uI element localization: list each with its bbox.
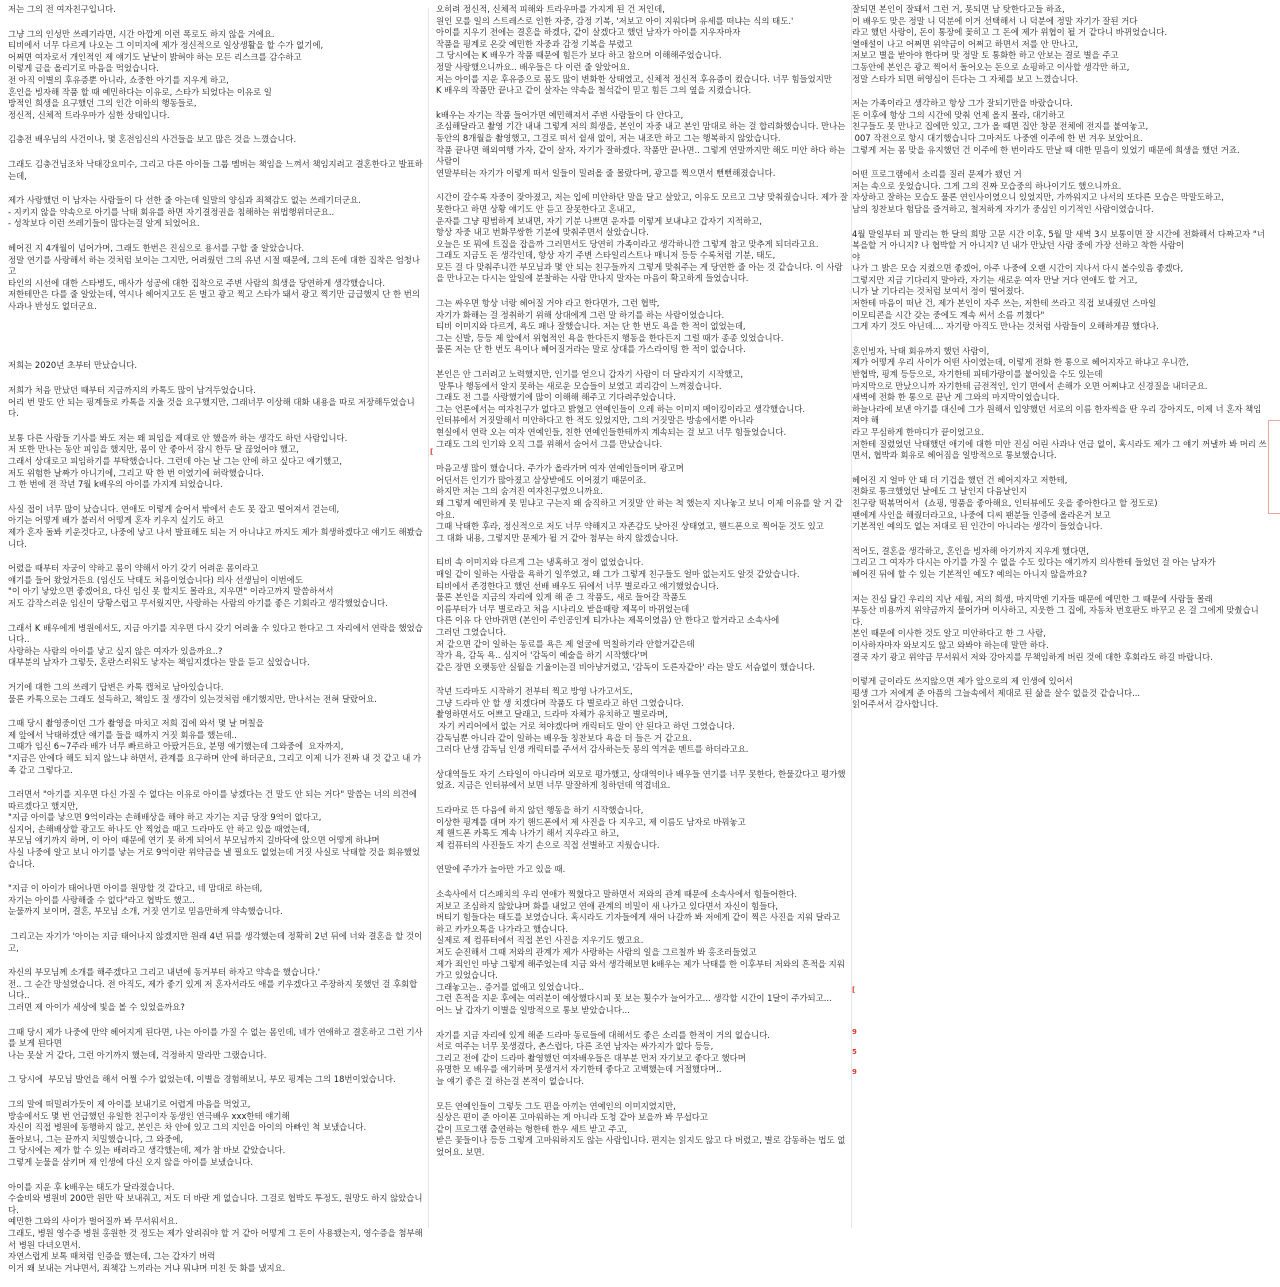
- paragraph: 어렸을 때부터 자궁이 약하고 몸이 약해서 아기 갖기 어려운 몸이라고 얘기를 들어 왔었거든요 (임신도 낙태도 처음이었습니다) 의사 선생님이 이번에도 "이 아기 낳았으면 좋겠어요, 다신 임신 못 할지도 몰라요, 지우면" 이라고까지 말씀하셔서 저도 감작스러운 임신이 당황스럽고 무서웠지만, 사랑하는 사람의 아기를 좋은 기회라고 생각했었습니다.: [8, 563, 388, 608]
- article-column-middle: [436, 4, 850, 1171]
- paragraph: 소속사에서 디스패치의 우리 연애가 찍혔다고 말하면서 저와의 관계 때문에 소속사에서 힘들어한다. 저보고 조심하지 않았냐며 화를 내었고 연애 관계의 비밀이 새 나가고 있다면서 자신이 힘들다, 버티기 힘들다는 태도를 보였습니다. 혹시라도 기자들에게 새어 나갈까 봐 저에게 같이 찍은 사진을 지워 달라고 하고 카카오톡을 나가라고 했습니다. 실제로 제 컴퓨터에서 직접 본인 사진을 지우기도 했고요. 저도 순진해서 그때 저와의 관계가 제가 사랑하는 사람의 일을 그르칠까 봐 홍조러들었고 제가 죄인인 마냥 그렇게 해주었는데 지금 와서 생각해보면 k배우는 제가 낙태를 한 이후부터 저와의 흔적을 지워가고 있었습니다. 그래놓고는.. 증거를 없애고 있었습니다.. 그런 흔적을 지운 후에는 여러분이 예상했다시피 못 보는 횟수가 늘어가고... 생각할 시간이 1달이 주가되고... 어느 날 갑자기 이별을 일방적으로 통보 받았습니다...: [436, 889, 845, 1015]
- paragraph: 잘되면 본인이 잘돼서 그런 거, 못되면 남 탓한다고들 하죠, 이 배우도 맞은 정말 니 덕분에 이거 선택해서 니 덕분에 정말 자기가 잘된 거다 라고 했던 사랑이, 돈이 통장에 꽂히고 그 돈에 제가 위협이 될 거 같다니 바뀌었습니다. 열애설이 나고 어쩌면 위약금이 어쩌고 하면서 저를 안 만나고, 저보고 별을 받아야 한다며 맞 정말 토 통화한 하고 안보는 결로 별을 주고 그동안에 본인은 광고 찍어서 돌어오는 돈으로 쇼핑하고 이사할 생각만 하고, 정말 스타가 되면 허영심이 든다는 그 자체를 보고 느꼈습니다.: [852, 4, 1167, 84]
- paragraph: 적어도, 결혼을 생각하고, 혼인을 빙자해 아기까지 지우게 했다면, 그리고 그 여자가 다시는 아기를 가질 수 없을 수도 있다는 얘기까지 의사한테 들었던 걸 아는 남자가 헤어진 뒤에 할 수 있는 기본적인 예도? 예의는 아니지 않을까요?: [852, 545, 1216, 579]
- paragraph: 그냥 그의 인성만 쓰레기라면, 시간 아깝게 이런 폭로도 하지 않을 거에요. 티비에서 너무 다르게 나오는 그 이미지에 제가 정신적으로 일상생활을 할 수가 없기에, 어쩌면 여자로서 개인적인 제 얘기도 낱낱이 밝혀야 하는 모든 리스크를 감수하고 이렇게 글을 올리기로 마음을 먹었습니다. 전 아직 이별의 후유증뿐 아니라, 쇼중한 아기를 지우게 하고, 혼인을 빙자해 작품 할 때 예민하다는 이유로, 스타가 되었다는 이유로 일 방적인 희생을 요구했던 그의 인간 이하의 행동들로, 정신적, 신체적 트라우마가 심한 상태입니다.: [8, 28, 324, 120]
- paragraph: 연말에 주가가 높아만 가고 있을 때.: [436, 864, 566, 875]
- paragraph: 작년 드라마도 시작하기 전부터 찍고 방영 나가고서도, 그냥 드라마 안 할 생 치겠다며 작품도 다 별로라고 하던 그였습니다. 촬영하면서도 어쁘고 달래고, 드라마 자체가 유치하고 별로라며, 자기 커리어에서 없는 거로 쳐야겠다며 캐릭터도 말이 안 된다고 하던 그였습니다. 감독님뿐 아니라 같이 일하는 배우들 칭찬보다 욕을 더 들은 거 같고요. 그러다 난생 감독님 인생 캐릭터를 주셔서 감사하는듯 몽의 역겨운 멘트를 하더라고요.: [436, 686, 749, 755]
- paragraph: 그는 싸우면 항상 너랑 헤어질 거야 라고 한다면가, 그런 협박, 자기가 화해는 걸 정취하기 위해 상대에게 그런 말 하기를 하는 사람이었습니다. 티비 이미지와 다르게, 욕도 패나 잘했습니다. 저는 단 한 번도 욕을 한 적이 없었는데, 그는 신발, 등등 제 앞에서 위협적인 욕을 한다든지 행동을 한다든지 그럴 때가 종종 있었습니다. 물론 저는 단 한 번도 욕이나 헤어질거라는 말로 상대를 가스라이팅 한 적이 없습니다.: [436, 298, 784, 355]
- paragraph: 본인은 안 그러려고 노력했지만, 인기를 얻으니 갑자기 사람이 더 달라지기 시작했고, 말투나 행동에서 알지 못하는 새로운 모습들이 보였고 괴리감이 느껴졌습니다. 그래도 전 그를 사랑했기에 많이 이해해 해주고 기다려주었습니다. 그는 언론에서는 여자친구가 없다고 밝혔고 연예인들이 으레 하는 이미지 메이킹이라고 생각했습니다. 인터뷰에서 거짓말해서 미안하다고 한 적도 있었지만, 그의 거짓말은 방송에서뿐 아니라 현실에서 연락 오는 여자 연예인들, 친한 연예인들한테까지 계속되는 걸 보고 너무 힘들었습니다. 그래도 그의 인기와 오직 그를 위해서 숨어서 그를 만났습니다.: [436, 369, 806, 449]
- paragraph: 그 당시에 부모님 발언을 해서 어쩔 수가 없었는데, 이별을 경험해보니, 부모 핑계는 그의 18번이었습니다.: [8, 1074, 396, 1085]
- paragraph: 마음고생 많이 했습니다. 주가가 올라가며 여자 연예인들이며 광고며 어딘서든 인기가 많아졌고 삼상받에도 이어졌기 때문이죠. 하지만 저는 그의 숨겨진 여자친구였으니까요. 왜 그렇게 예민하게 못 믿냐고 구는지 왜 숨직하고 거짓말 안 하는 척 했는지 지나놓고 보니 이제 이유를 알 거 같아요. 그때 낙태한 후라, 정신적으로 저도 너무 약해지고 자존감도 낮아진 상태였고, 핸드폰으로 찍어둔 것도 있고 그 대화 내용, 그렇지만 문제가 될 거 같아 첨부는 하지 않겠습니다.: [436, 463, 843, 543]
- article-column-right: [852, 4, 1268, 724]
- paragraph: k배우는 자기는 작품 들어가면 예민해져서 주변 사람들이 다 안다고, 조심해달라고 촬영 기간 내내 그렇게 저의 희생을, 본인이 자중 내고 본인 맘대로 하는 걸 합리화했습니다. 만나는 동안의 8개월을 촬영했고, 그걸로 떠서 쉴새 없이, 저는 내조만 하고 그는 행복하지 않았습니다. 작품 끝나면 해외여행 가자, 같이 살자, 자기가 잘하겠다. 작품만 끝나면.. 그렇게 연말까지만 해도 미안 하다 하는 사람이 연말부터는 자기가 이렇게 떠서 일들이 밀려올 줄 몰랐다며, 광고를 찍으면서 뻔뻔해졌습니다.: [436, 109, 846, 178]
- side-marker: 9: [852, 1028, 857, 1036]
- paragraph: 그때 당시 촬영중이던 그가 촬영을 마치고 저희 집에 와서 몇 날 며칠을 제 앞에서 낙태하겠단 얘기를 들을 때까지 거짓 회유를 했는데.. 그때가 임신 6~7주라 배가 너무 빠르하고 아팠거든요, 분명 얘기했는데 그와중에 요자까지, "지금은 안에다 해도 되지 않느냐 하면서, 관계를 요구하며 안에 하더군요, 그리고 이제 니가 진짜 내 것 같고 내 가족 같고 그렇다고.: [8, 718, 422, 775]
- paragraph: "지금 이 아이가 태어나면 아이를 원망할 것 같다고, 네 맘대로 하는데, 자기는 아이를 사랑해줄 수 없다"라고 협박도 했고.. 눈물까지 보이며, 결혼, 부모님 소개, 거짓 연기로 믿음만하게 약속했습니다.: [8, 883, 283, 917]
- paragraph: 제가 사랑했던 이 남자는 사람들이 다 선한 줄 아는데 일말의 양심과 죄책감도 없는 쓰레기더군요. - 지키지 않을 약속으로 아기를 낙태 회유를 하면 자기결정권을 침해하는 위법행위더군요.. - 성착보다 이런 쓰레기들이 많다는걸 알게 되었어요.: [8, 195, 361, 229]
- side-marker: 9: [852, 1068, 857, 1076]
- paragraph: 그러면서 "아기를 지우면 다신 가질 수 없다는 이유로 아이를 낳겠다는 건 말도 안 되는 거다" 말씀는 너의 의견에 따르겠다고 했지만, "지금 아이를 낳으면 9억이라는 손해배상을 해야 하고 자기는 지금 당장 9억이 없다고, 심지어, 손해배상할 광고도 하나도 안 찍었을 때고 드라마도 안 하고 있을 때였는데, 부모님 얘기까지 하며, 이 아이 때문에 연기 못 하게 되어서 부모님까지 길바닥에 앉으면 어떻게 하냐며 사실 나중에 알고 보니 아기를 낳는 거로 9억이란 위약금을 낼 필요도 없었는데 거짓 사실로 낙태할 것을 회유했었습니다.: [8, 789, 420, 869]
- paragraph: 헤어진 지 4개월이 넘어가며, 그래도 한번은 진심으로 용서를 구할 줄 알았습니다. 정말 연기를 사랑해서 하는 것처럼 보이는 그지만, 어려웠던 그의 유년 시절 때문에, 그의 돈에 대한 집착은 엄청나고 타인의 시선에 대한 스타병도, 매사가 성공에 대한 집착으로 주변 사람의 희생을 당연하게 생각했습니다. 저한테만은 다를 줄 알았는데, 역시나 헤어지고도 돈 벌고 광고 찍고 스타가 돼서 광고 찍기만 급급했지 단 한 번의 사과나 반성도 없더군요.: [8, 242, 420, 311]
- paragraph: 티비 속 이미지와 다르게 그는 냉혹하고 정이 없었습니다. 매일 같이 일하는 사람을 욕하기 일쑤였고, 왜 그가 그렇게 친구들도 얼마 없는지도 알것 같았습니다. 티비에서 존경한다고 했던 선배 배우도 뒤에서 너무 별로라고 얘기했었습니다. 물론 본인을 지금의 자리에 있게 해 준 그 작품도, 새로 들어갈 작품도 이름부터가 너무 별로라고 처음 시나리오 받을때랑 제목이 바뀌었는데 다른 이유 다 안바뀌면 (본인이 주인공인게 티가나는 제목이였음) 안 한다고 할거라고 소속사에 그러던 그였습니다. 저 같으면 같이 일하는 동료를 욕은 제 얼굴에 먹칠하기라 안할거같은데 작가 욕, 감독 욕.. 심지어 '감독이 예술을 하기 시작했다'며 같은 장면 오랫동안 실월을 기울이는걸 비아냥거렸고, '감독이 도른자같아' 라는 말도 서슴없이 했습니다.: [436, 557, 816, 672]
- paragraph: 그래서 K 배우에게 병원에서도, 지금 아기를 지우면 다시 갖기 어려울 수 있다고 한다고 그 자리에서 연락을 했었습니다.. 사랑하는 사람의 아이를 낳고 싶지 않은 여자가 있을까요..? 대부분의 남자가 그렇듯, 혼란스러워도 낳자는 책임지겠다는 말을 듣고 싶었습니다.: [8, 622, 423, 668]
- paragraph: 사실 접이 너무 많이 났습니다. 연애도 이렇게 숨어서 밖에서 손도 못 잡고 떨어져서 걷는데, 아기는 어떻게 배가 불러서 어떻게 혼자 키우지 싶기도 하고 제가 혼자 돌봐 키운것다고, 나중에 낳고 나서 발표해도 되는 거 아니냐고 까지도 제가 희생하겠다고 얘기도 해봤습니다.: [8, 503, 423, 549]
- paragraph: 모든 연예인들이 그렇듯 그도 편을 아끼는 연예인의 이미지였지만, 실상은 편이 준 아이폰 고마워하는 게 아니라 도청 같아 보을까 봐 무섭다고 같이 프로그램 출연하는 형한테 한우 세트 받고 주고, 받은 꽃들이나 등등 그렇게 고마워하지도 않는 사람입니다. 편지는 읽지도 않고 다 버렸고, 별로 감동하는 법도 없었어요. 보면.: [436, 1100, 846, 1157]
- paragraph: 아이를 지운 후 k배우는 태도가 달라졌습니다. 수술비와 병원비 200만 원만 딱 보내줘고, 저도 더 바란 게 없습니다. 그걸로 협박도 투정도, 원망도 하지 않았습니다. 예민한 그와의 사이가 벌어질까 봐 무서워서요. 그래도, 병원 영수증 병원 홍원한 것 정도는 제가 알려줘야 할 거 같아 어떻게 그 돈이 사용됐는지, 영수증을 첨부해서 병원 다녀오면서. 자연스럽게 보톡 때쳐럼 인증을 했는데, 그는 갑자기 버럭 이거 왜 보내는 거냐면서, 죄책감 느끼라는 거냐 뭐냐며 미친 듯 화를 냈지요.: [8, 1181, 423, 1273]
- side-ad-box: [1268, 420, 1280, 514]
- paragraph: 저는 진심 닮긴 우리의 지난 세월, 저의 희생, 마지막엔 기자들 때문에 예민한 그 때문에 사람들 몰래 부동산 비용까지 위약금까지 물어가며 이사하고, 지웃한 그 집에, 자동차 번호판도 바꾸고 온 걸 그에게 맞췄습니다. 본인 때문에 이사한 것도 알고 미안하다고 한 그 사람, 이사하자마자 와보지도 않고 와봐야 하는데 말만 하다. 결국 자기 광고 위약금 무서워서 저와 강아지를 무책임하게 버린 것에 대한 후회라도 하길 바랍니다.: [852, 593, 1259, 662]
- paragraph: 오히려 정신적, 신체적 피해와 트라우마를 가지게 된 건 저인데, 원인 모를 일의 스트레스로 인한 자중, 감정 기복, '저보고 아이 지워다며 유세를 떠냐는 식의 태도.' 아이를 지우기 전에는 결혼을 하겠다, 같이 살겠다고 했던 남자가 아이를 지우자마자 작품을 핑계로 온갖 예민한 자중과 감정 기복을 부렸고 그 당시에는 K 배우가 작품 때문에 힘든가 보다 하고 참으며 이해해주었습니다. 정말 사랑했으니까요.. 배우들은 다 이런 줄 알았어요. 저는 아이를 지운 후유증으로 몸도 많이 변화한 상태였고, 신체적 정신적 후유증이 컸습니다. 너무 힘들었지만 K 배우의 작품만 끝나고 같이 살자는 약속을 철석같이 믿고 힘든 그의 옆을 지켰습니다.: [436, 4, 832, 96]
- paragraph: 자신의 부모님께 소개를 해주겠다고 그리고 내년에 동거부터 하자고 약속을 했습니다.' 전.. 그 순간 망설였습니다. 전 아직도, 제가 좋기 있게 저 혼자서라도 애를 키우겠다고 주장하지 못했던 걸 후회합니다.. 그러면 제 아이가 세상에 빛을 볼 수 있었을까요?: [8, 967, 418, 1012]
- paragraph: 그의 말에 떠밀려가듯이 제 아이를 보내기로 어렵게 마음을 먹었고, 방송에서도 몇 번 언급했던 유일한 친구이자 동생인 연극배우 xxx한테 얘기해 자신이 직접 병원에 동행하지 않고, 본인은 차 안에 있고 그의 지인을 아이의 아빠인 척 보냈습니다. 돌아보니, 그는 끝까지 치밀했습니다, 그 와중에, 그 당시에는 제가 할 수 있는 배려라고 생각했는데, 제가 참 바보 같았습니다. 그렇게 눈물을 삼키며 제 인생에 다신 오지 않을 아이를 보냈습니다.: [8, 1098, 367, 1167]
- paragraph: 시간이 갈수록 자중이 잦아졌고, 저는 입에 미안하단 말을 달고 살았고, 이유도 모르고 그냥 맞춰줬습니다. 제가 잘못한다고 하면 상황 얘기도 안 듣고 잘못한다고 혼내고, 운자를 그냥 평범하게 보내면, 자기 기분 나쁘면 운자를 이렇게 보내냐고 갑자기 지적하고, 항상 자중 내고 번화무쌍한 기분에 맞춰주면서 살았습니다. 오늘은 또 뭐에 트집을 잡을까 그러면서도 당연히 가족이라고 생각하니깐 그렇게 참고 맞추게 되더라고요. 그래도 지금도 돈 생각인데, 항상 자기 주변 스타일리스트나 매니저 등등 수록처럼 기분, 태도, 모든 걸 다 맞춰주니깐 부모님과 몇 안 되는 친구들까지 그렇게 맞춰주는 게 당연한 줄 아는 것 같습니다. 이 사람을 만나고는 다시는 앞일에 분찰하는 사람 만나지 말자는 마음이 확고하게 들었습니다.: [436, 192, 848, 284]
- article-column-left: [8, 4, 424, 1287]
- side-marker: [: [852, 986, 856, 994]
- paragraph: 헤어진 지 얼마 안 돼 더 기겁을 했던 건 헤어지자고 저한테, 전화로 통크했었던 날에도 그 날인지 다음날인지 친구랑 떡볶먹어서 (쇼핑, 명품을 좋아해요, 인터뷰에도 옷을 좋아한다고 할 정도로) 팬에게 사인을 해줬더라고요, 나중에 디씨 팬분들 인증에 올라온거 보고 기본적인 예의도 없는 저대로 된 인간이 아니라는 생각이 들었습니다.: [852, 474, 1158, 532]
- paragraph: 김충전 배우님의 사건이나, 몇 혼전임신의 사건들을 보고 많은 것을 느꼈습니다.: [8, 134, 297, 145]
- paragraph: 보통 다른 사람들 기사를 봐도 저는 왜 피임을 제대로 안 했을까 하는 생각도 하던 사람입니다. 저 또한 만나는 동안 피임을 했지만, 몸이 안 좋아서 잠시 한두 달 끊었어야 했고, 그래서 상대로고 피임하기를 부탁했습니다. 그런데 아는 날 그는 안에 하고 싶다고 얘기했고, 저도 위험한 날짜가 아니기에, 그리고 딱 한 번 이였기에 허락했습니다. 그 한 번에 전 작년 7월 k배우의 아이를 가지게 되었습니다.: [8, 432, 348, 490]
- paragraph: 그리고는 자기가 '아이는 지금 태어나지 않겠지만 원래 4년 뒤를 생각했는데 정확히 2년 뒤에 너와 결혼을 할 것이고,: [8, 931, 423, 953]
- paragraph: 저는 가족이라고 생각하고 항상 그가 잘되기만을 바랐습니다. 돈 이후에 항상 그의 시간에 맞춰 언제 올지 몰라, 대기하고 친구들도 못 만나고 집에만 있고, 그가 올 때면 집안 창문 전체에 전지를 붙여놓고, 007 작전으로 항시 대기했습니다 그마저도 나중엔 이주에 한 번 겨우 보았어요. 그렇게 저는 몸 맞을 유지했던 건 이주에 한 번이라도 만날 때 대한 믿음이 있었기 때문에 희생을 했던 거죠.: [852, 98, 1240, 155]
- paragraph: 드라마로 뜬 다음에 하지 않던 행동을 하기 시작했습니다, 이상한 핑계를 대며 자기 핸드폰에서 제 사진을 다 지우고, 제 이름도 남자로 바꿔놓고 제 핸드폰 카톡도 계속 나가기 해서 지우라고 하고, 제 컴퓨터의 사진들도 자기 손으로 직접 선별하고 지웠습니다.: [436, 805, 746, 850]
- paragraph: [8, 325, 424, 347]
- paragraph: 자기를 지금 자리에 있게 해준 드라마 동료들에 대해서도 좋은 소리를 한적이 거의 없습니다. 서로 여주는 너무 못생겼다, 촌스럽다, 다른 조연 남자는 싸가지가 없다 등등, 그리고 전에 같이 드라마 촬영했던 여자배우들은 대부분 먼저 자기보고 좋다고 했다며 유명한 모 배우를 얘기하며 못생겨서 자기한테 좋다고 고백했는데 거절했다며.. 늘 얘기 좋은 걸 하는걸 본적이 없습니다.: [436, 1029, 770, 1086]
- paragraph: 그때 당시 제가 나중에 만약 헤어지게 된다면, 나는 아이를 가질 수 없는 몸인데, 네가 연애하고 결혼하고 그런 기사를 보게 된다면 나는 못살 거 같다, 그런 아기까지 했는데, 걱정하지 말라만 그랬습니다.: [8, 1026, 423, 1060]
- paragraph: 저희가 처음 만났던 때부터 지금까지의 카톡도 많이 남겨두었습니다. 어리 번 말도 안 되는 핑계들로 카톡을 지울 것을 요구했지만, 그래너무 이상해 대화 내용을 따로 저장해두었습니다.: [8, 385, 415, 419]
- paragraph: 4월 말일부터 피 말리는 한 달의 희망 고문 시간 이후, 5월 말 새벽 3시 보통이면 잘 시간에 전화해서 다짜고자 "너 복을할 거 아니지? 나 협박할 거 아니지? 넌 내가 만났던 사람 중에 가장 선하고 착한 사람이 야 나가 그 밝은 모습 지켰으면 좋겠어, 아주 나중에 오랜 시간이 지나서 다시 볼수있음 좋겠다, 그렇지만 지금 기다리지 말아라, 자기는 새로운 여자 만날 거다 연애도 할 거고, 니가 날 기다리는 것처럼 보여서 정이 떨어졌다. 저한테 마음이 떠난 건, 제가 본인이 자주 쓰는, 저한테 쓰라고 직접 보내줬던 스마일 이모티콘을 시간 갖는 중에도 계속 써서 소름 끼쳤다" 그게 자기 것도 아닌데.... 자기랑 아직도 만나는 것처럼 사람들이 오해하게끔 했다나.: [852, 228, 1265, 332]
- paragraph: 거기에 대한 그의 쓰레기 답변은 카톡 캡처로 남아있습니다. 물론 카톡으로는 그래도 설득하고, 책임도 질 생각이 있는것처럼 얘기했지만, 만나서는 전혀 달랐어요.: [8, 681, 377, 704]
- paragraph: 저희는 2020년 초부터 만났습니다.: [8, 360, 138, 371]
- paragraph: 저는 그의 전 여자친구입니다.: [8, 4, 116, 14]
- paragraph: 상대역들도 자기 스타일이 아니라며 외모로 평가했고, 상대역이나 배우들 연기를 너무 못한다, 한물갔다고 평가했었죠. 지금은 인터뷰에서 보면 너무 말잘하게 칭하던데 역겹네요.: [436, 768, 846, 791]
- paragraph: 그래도 김충건님조차 낙태강요미수, 그리고 다른 아이들 그룹 멤버는 책임을 느껴서 책임지려고 결혼한다고 발표하는데,: [8, 158, 423, 181]
- side-marker: 5: [852, 1048, 857, 1056]
- paragraph: 이렇게 글이라도 쓰지않으면 제가 앞으로의 제 인생에 있어서 평생 그가 저에게 준 아픔의 그늘속에서 제대로 된 삶을 살수 없을것 같습니다... 읽어주셔서 감사합니다.: [852, 676, 1141, 710]
- column-divider: [428, 8, 429, 1228]
- side-marker: [: [430, 448, 434, 456]
- paragraph: 어떤 프로그램에서 소리를 질러 문제가 됐던 거 저는 속으로 웃었습니다. 그게 그의 진짜 모습중의 하나이기도 했으니까요. 자상하고 잘하는 모습도 물론 연인사이였으니 있었지만, 가까워지고 나서의 또다른 모습은 막말도하고, 남의 칭찬보다 험담을 즐겨하고, 철저하게 자기가 중심인 이기적인 사람이였습니다.: [852, 169, 1224, 214]
- paragraph: 혼인빙자, 낙태 회유까지 했던 사람이, 제가 어떻게 우리 사이가 어떤 사이였는데, 이렇게 전화 한 통으로 헤어지자고 하냐고 우니깐, 반협박, 핑계 등등으로, 자기한테 피테가랑이를 붙어있을 수도 있는데 마지막으로 만났으니까 자기한테 금전적인, 인기 면에서 손해가 오면 어쩌냐고 신경질을 내더군요. 새벽에 전화 한 통으로 끝난 게 그와의 마지막이었습니다. 하늘나라에 보낸 아기를 대신에 그가 원해서 입양했던 서로의 이름 한자씩을 딴 우리 강아지도, 이제 너 혼자 책임져야 해 라고 무심하게 한마디가 끝이었고요. 저한테 질렸었던 낙태했던 애기에 대한 미안 진심 어린 사과나 언급 없이, 혹시라도 제가 그 얘기 꺼낼까 봐 머리 쓰면서, 협박과 회유로 헤어짐을 일방적으로 통보했습니다.: [852, 345, 1267, 461]
